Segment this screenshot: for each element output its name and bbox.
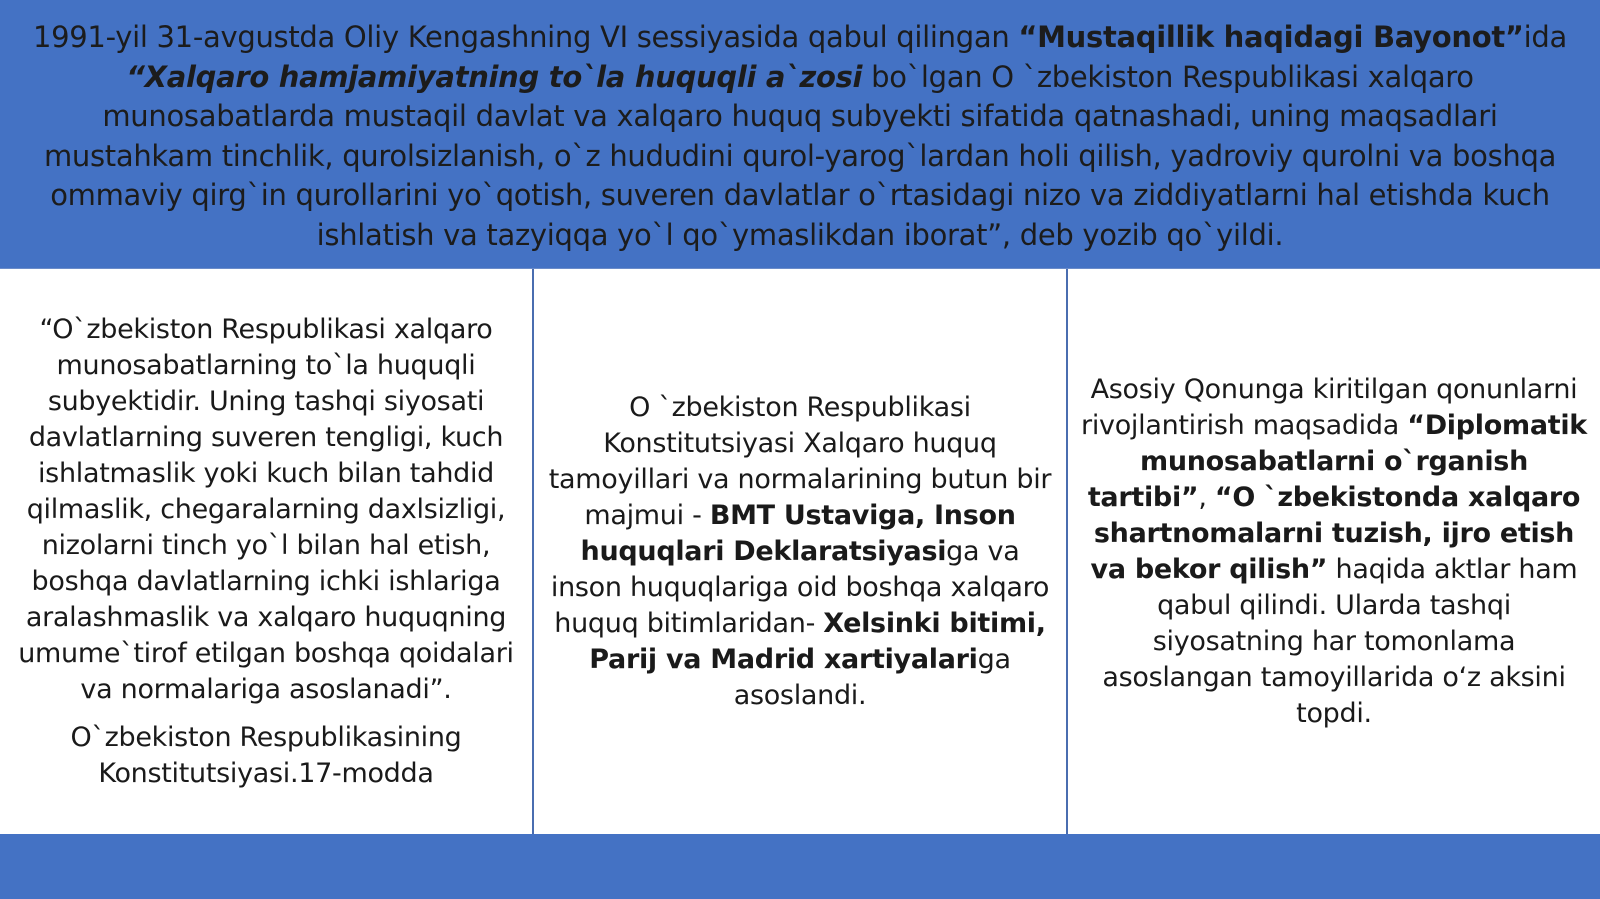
- right-text-1: Asosiy Qonunga kiritilgan qonunlarni rivojlantirish maqsadida: [1081, 374, 1578, 441]
- right-bold-1: “Diplomatik munosabatlarni o`rganish tartibi”: [1087, 410, 1587, 513]
- middle-text-3: ga asoslandi.: [733, 644, 1011, 711]
- header-text-1: 1991-yil 31-avgustda Oliy Kengashning VI sessiyasida qabul qilingan: [32, 20, 1019, 54]
- middle-text-2: ga va inson huquqlariga oid boshqa xalqaro huquq bitimlaridan-: [550, 536, 1050, 639]
- right-paragraph: [1078, 372, 1590, 732]
- constitution-quote: “O`zbekiston Respublikasi xalqaro munosabatlarning to`la huquqli subyektidir. Uning tashqi siyosati davlatlarning suveren tengligi, kuch ishlatmaslik yoki kuch bilan tahdid qilmaslik, chegaralarning daxlsizligi, nizolarni tinch yo`l bilan hal etish, boshqa davlatlarning ichki ishlariga aralashmaslik va xalqaro huquqning umume`tirof etilgan boshqa qoidalari va normalariga asoslanadi”.: [18, 314, 514, 705]
- column-right: [1068, 269, 1600, 835]
- header-bold-declaration: “Mustaqillik haqidagi Bayonot”: [1018, 20, 1524, 54]
- header-text-3: bo`lgan O `zbekiston Respublikasi xalqaro munosabatlarda mustaqil davlat va xalqaro huquq subyekti sifatida qatnashadi, uning maqsadlari mustahkam tinchlik, qurolsizlanish, o`z hududini qurol-yarog`lardan holi qilish, yadroviy qurolni va boshqa ommaviy qirg`in qurollarini yo`qotish, suveren davlatlar o`rtasidagi nizo va ziddiyatlarni hal etishda kuch ishlatish va tazyiqqa yo`l qo`ymaslikdan iborat”, deb yozib qo`yildi.: [43, 59, 1557, 252]
- middle-bold-1: BMT Ustaviga, Inson huquqlari Deklaratsiyasi: [580, 500, 1016, 567]
- footer-band: [0, 834, 1600, 899]
- middle-paragraph: [544, 390, 1056, 714]
- right-text-3: haqida aktlar ham qabul qilindi. Ularda tashqi siyosatning har tomonlama asoslangan tamoyillarida o‘z aksini topdi.: [1102, 554, 1578, 729]
- header-text-2: ida: [1523, 20, 1567, 54]
- middle-bold-2: Xelsinki bitimi, Parij va Madrid xartiyalari: [589, 608, 1046, 675]
- column-middle: [534, 269, 1068, 835]
- right-text-2: ,: [1198, 482, 1215, 513]
- constitution-source: O`zbekiston Respublikasining Konstitutsiyasi.17-modda: [70, 722, 462, 789]
- middle-text-1: O `zbekiston Respublikasi Konstitutsiyasi Xalqaro huquq tamoyillari va normalarining butun bir majmui -: [548, 392, 1052, 531]
- column-left: [0, 269, 534, 835]
- header-italic-quote: “Xalqaro hamjamiyatning to`la huquqli a`zosi: [126, 59, 863, 94]
- header-text-block: [0, 0, 1600, 268]
- right-bold-2: “O `zbekistonda xalqaro shartnomalarni tuzish, ijro etish va bekor qilish”: [1090, 482, 1581, 585]
- three-column-panel: [0, 268, 1600, 835]
